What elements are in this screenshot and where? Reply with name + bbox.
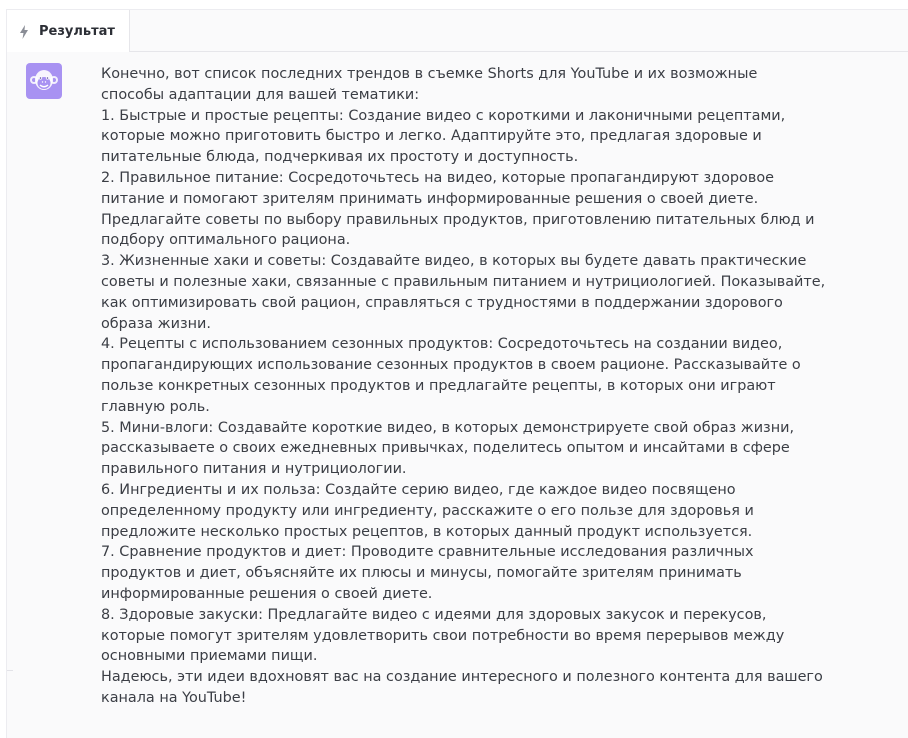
- message-line: которые помогут зрителям удовлетворить свои потребности во время перерывов между: [101, 627, 785, 644]
- tab-result[interactable]: [7, 10, 130, 52]
- message-line: главную роль.: [101, 398, 210, 415]
- message-line: образа жизни.: [101, 315, 211, 332]
- message-line: советы и полезные хаки, связанные с правильным питанием и нутрициологией. Показывайте,: [101, 273, 826, 290]
- message-line: как оптимизировать свой рацион, справляться с трудностями в поддержании здорового: [101, 294, 783, 311]
- assistant-message: [101, 64, 901, 709]
- message-line: определенному продукту или ингредиенту, расскажите о его пользе для здоровья и: [101, 502, 754, 519]
- message-line: способы адаптации для вашей тематики:: [101, 86, 420, 103]
- message-line: 6. Ингредиенты и их польза: Создайте серию видео, где каждое видео посвящено: [101, 481, 736, 498]
- message-line: Надеюсь, эти идеи вдохновят вас на создание интересного и полезного контента для вашего: [101, 669, 823, 686]
- message-line: канала на YouTube!: [101, 689, 247, 706]
- message-line: 1. Быстрые и простые рецепты: Создание видео с короткими и лаконичными рецептами,: [101, 107, 786, 124]
- divider: [7, 670, 13, 671]
- tab-bar: [7, 10, 908, 52]
- message-line: 2. Правильное питание: Сосредоточьтесь на видео, которые пропагандируют здоровое: [101, 169, 774, 186]
- lightning-icon: [19, 24, 29, 38]
- message-line: пропагандирующих использование сезонных продуктов в своем рационе. Рассказывайте о: [101, 357, 801, 374]
- message-line: которые можно приготовить быстро и легко. Адаптируйте это, предлагая здоровые и: [101, 128, 762, 145]
- message-line: 8. Здоровые закуски: Предлагайте видео с идеями для здоровых закусок и перекусов,: [101, 606, 767, 623]
- message-line: основными приемами пищи.: [101, 648, 318, 665]
- message-line: 4. Рецепты с использованием сезонных продуктов: Сосредоточьтесь на создании видео,: [101, 336, 783, 353]
- message-line: 7. Сравнение продуктов и диет: Проводите сравнительные исследования различных: [101, 544, 754, 561]
- message-line: пользе конкретных сезонных продуктов и предлагайте рецепты, в которых они играют: [101, 377, 776, 394]
- message-line: предложите несколько простых рецептов, в которых данный продукт используется.: [101, 523, 753, 540]
- message-line: Конечно, вот список последних трендов в съемке Shorts для YouTube и их возможные: [101, 66, 758, 82]
- result-panel: [6, 9, 908, 738]
- tab-result-label: Результат: [39, 23, 115, 39]
- message-line: Предлагайте советы по выбору правильных продуктов, приготовлению питательных блюд и: [101, 211, 815, 228]
- message-line: продуктов и диет, объясняйте их плюсы и минусы, помогайте зрителям принимать: [101, 565, 742, 582]
- message-line: 3. Жизненные хаки и советы: Создавайте видео, в которых вы будете давать практические: [101, 253, 807, 270]
- message-line: информированные решения о своей диете.: [101, 585, 433, 602]
- message-line: питательные блюда, подчеркивая их простоту и доступность.: [101, 149, 579, 166]
- monkey-avatar-icon: [26, 63, 62, 99]
- message-line: подбору оптимального рациона.: [101, 232, 351, 249]
- message-line: рассказываете о своих ежедневных привычках, поделитесь опытом и инсайтами в сфере: [101, 440, 790, 457]
- message-line: 5. Мини-влоги: Создавайте короткие видео, в которых демонстрируете свой образ жизни,: [101, 419, 795, 436]
- message-line: питание и помогают зрителям принимать информированные решения о своей диете.: [101, 190, 759, 207]
- message-line: правильного питания и нутрициологии.: [101, 461, 407, 478]
